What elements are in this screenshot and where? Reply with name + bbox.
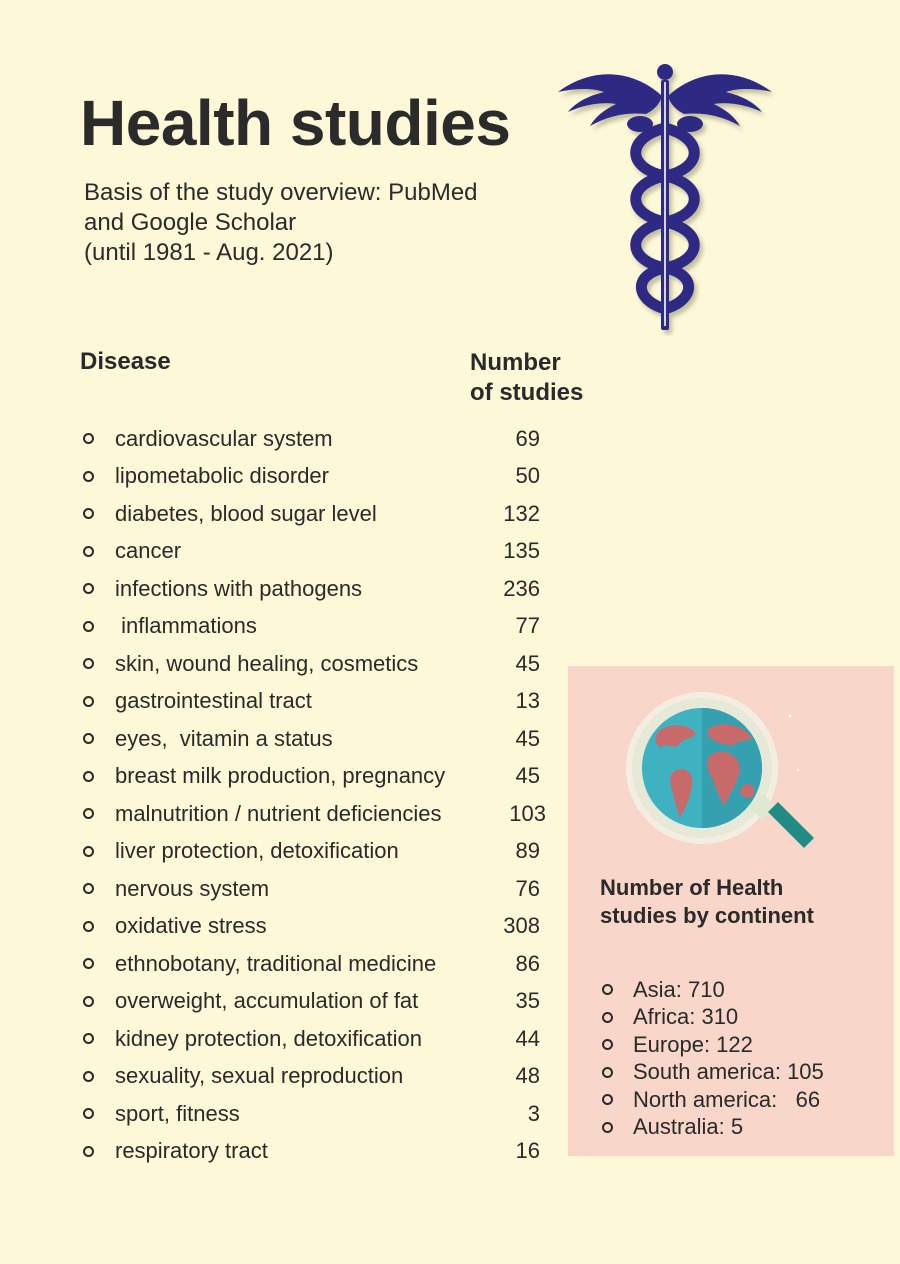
bullet-circle-icon [83, 1146, 94, 1157]
page-title: Health studies [80, 87, 511, 159]
study-count: 44 [515, 1025, 540, 1051]
bullet-circle-icon [83, 1071, 94, 1082]
bullet-circle-icon [602, 1039, 613, 1050]
bullet-circle-icon [83, 471, 94, 482]
bullet-circle-icon [83, 583, 94, 594]
study-count: 103 [509, 800, 546, 826]
column-header-disease: Disease [80, 348, 171, 375]
column-header-number-line: of studies [470, 379, 584, 406]
disease-label: cancer [115, 538, 182, 564]
bullet-circle-icon [602, 1012, 613, 1023]
subtitle-line: and Google Scholar [84, 209, 297, 236]
column-header-number-line: Number [470, 349, 561, 376]
continent-item [602, 1004, 824, 1032]
study-count: 76 [515, 875, 540, 901]
continent-text: Africa: 310 [633, 1004, 739, 1030]
disease-label: diabetes, blood sugar level [115, 500, 377, 526]
disease-row [80, 795, 550, 833]
bullet-circle-icon [83, 621, 94, 632]
disease-row [80, 870, 550, 908]
disease-label: cardiovascular system [115, 425, 333, 451]
continent-text: Australia: 5 [633, 1114, 744, 1140]
disease-label: lipometabolic disorder [115, 463, 329, 489]
panel-title-line: studies by continent [600, 903, 814, 928]
bullet-circle-icon [83, 1108, 94, 1119]
continent-text: Europe: 122 [633, 1031, 753, 1057]
disease-row [80, 533, 550, 571]
study-count: 16 [515, 1138, 540, 1164]
study-count: 3 [527, 1100, 540, 1126]
bullet-circle-icon [83, 996, 94, 1007]
disease-row [80, 1095, 550, 1133]
continent-text: South america: 105 [633, 1059, 824, 1085]
continent-item [602, 1086, 824, 1114]
continent-panel [568, 666, 894, 1156]
bullet-circle-icon [83, 958, 94, 969]
disease-label: skin, wound healing, cosmetics [115, 650, 419, 676]
bullet-circle-icon [83, 921, 94, 932]
study-count: 77 [515, 613, 540, 639]
study-count: 48 [515, 1063, 540, 1089]
bullet-circle-icon [602, 984, 613, 995]
bullet-circle-icon [602, 1067, 613, 1078]
disease-row [80, 1020, 550, 1058]
caduceus-icon [556, 58, 774, 336]
disease-label: sexuality, sexual reproduction [115, 1063, 404, 1089]
disease-label: inflammations [115, 613, 257, 639]
continent-list [602, 976, 824, 1141]
disease-label: gastrointestinal tract [115, 688, 312, 714]
continent-item [602, 1114, 824, 1142]
continent-panel-title [600, 874, 890, 930]
bullet-circle-icon [602, 1094, 613, 1105]
disease-label: respiratory tract [115, 1138, 268, 1164]
continent-text: Asia: 710 [633, 976, 725, 1002]
subtitle-line: Basis of the study overview: PubMed [84, 179, 478, 206]
disease-row [80, 983, 550, 1021]
panel-title-line: Number of Health [600, 875, 784, 900]
disease-row [80, 683, 550, 721]
study-count: 236 [503, 575, 540, 601]
disease-label: infections with pathogens [115, 575, 363, 601]
study-count: 45 [515, 763, 540, 789]
disease-label: kidney protection, detoxification [115, 1025, 422, 1051]
disease-row [80, 495, 550, 533]
study-count: 86 [515, 950, 540, 976]
disease-list [80, 420, 550, 1170]
study-count: 132 [503, 500, 540, 526]
column-header-number [470, 348, 583, 408]
disease-row [80, 945, 550, 983]
continent-text: North america: 66 [633, 1086, 821, 1112]
bullet-circle-icon [83, 846, 94, 857]
continent-item [602, 1059, 824, 1087]
disease-row [80, 645, 550, 683]
disease-row [80, 833, 550, 871]
bullet-circle-icon [83, 658, 94, 669]
disease-row [80, 908, 550, 946]
disease-row [80, 720, 550, 758]
study-count: 45 [515, 725, 540, 751]
continent-item [602, 976, 824, 1004]
disease-label: eyes, vitamin a status [115, 725, 333, 751]
disease-row [80, 758, 550, 796]
disease-label: sport, fitness [115, 1100, 240, 1126]
study-count: 69 [515, 425, 540, 451]
study-count: 35 [515, 988, 540, 1014]
continent-item [602, 1031, 824, 1059]
bullet-circle-icon [83, 883, 94, 894]
disease-row [80, 458, 550, 496]
disease-row [80, 420, 550, 458]
disease-label: nervous system [115, 875, 270, 901]
disease-row [80, 608, 550, 646]
disease-row [80, 1058, 550, 1096]
disease-row [80, 1133, 550, 1171]
disease-row [80, 570, 550, 608]
bullet-circle-icon [83, 508, 94, 519]
study-count: 308 [503, 913, 540, 939]
disease-label: liver protection, detoxification [115, 838, 399, 864]
subtitle-line: (until 1981 - Aug. 2021) [84, 239, 334, 266]
study-count: 45 [515, 650, 540, 676]
study-count: 13 [515, 688, 540, 714]
bullet-circle-icon [83, 433, 94, 444]
bullet-circle-icon [602, 1122, 613, 1133]
disease-label: overweight, accumulation of fat [115, 988, 419, 1014]
bullet-circle-icon [83, 546, 94, 557]
bullet-circle-icon [83, 808, 94, 819]
disease-label: ethnobotany, traditional medicine [115, 950, 437, 976]
disease-label: oxidative stress [115, 913, 267, 939]
bullet-circle-icon [83, 1033, 94, 1044]
disease-label: breast milk production, pregnancy [115, 763, 446, 789]
bullet-circle-icon [83, 733, 94, 744]
globe-magnifier-icon [620, 682, 820, 862]
disease-label: malnutrition / nutrient deficiencies [115, 800, 442, 826]
study-count: 135 [503, 538, 540, 564]
study-count: 50 [515, 463, 540, 489]
study-count: 89 [515, 838, 540, 864]
bullet-circle-icon [83, 771, 94, 782]
subtitle [84, 178, 554, 268]
bullet-circle-icon [83, 696, 94, 707]
